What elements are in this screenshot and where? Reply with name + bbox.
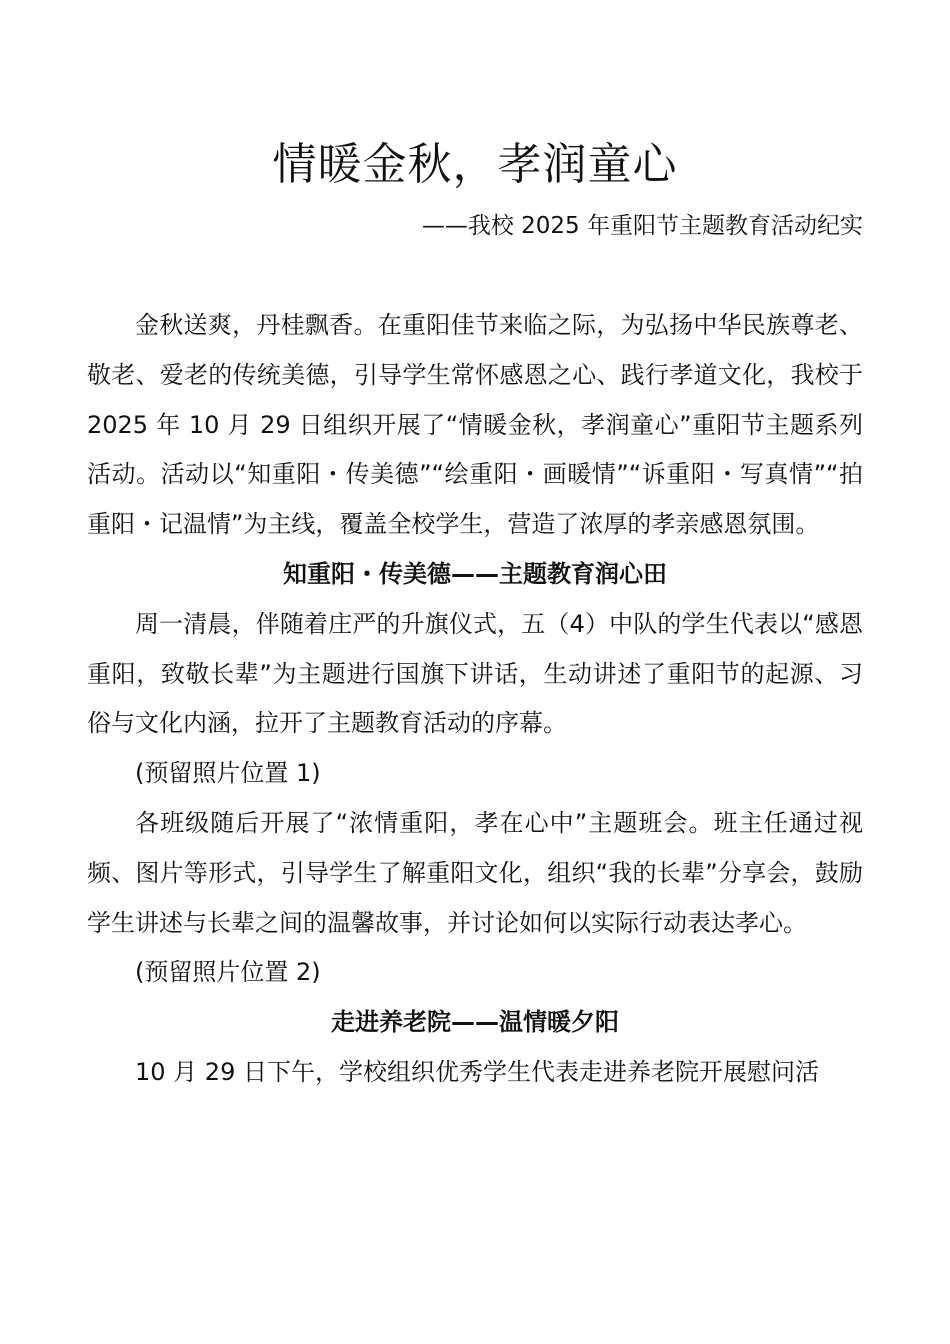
- section-heading-2: 走进养老院——温情暖夕阳: [331, 1008, 619, 1037]
- section1-paragraph-1: 周一清晨，伴随着庄严的升旗仪式，五（4）中队的学生代表以“感恩重阳，致敬长辈”为主题进行国旗下讲话，生动讲述了重阳节的起源、习俗与文化内涵，拉开了主题教育活动的序幕。: [87, 609, 863, 738]
- section2-paragraph-1: 10 月 29 日下午，学校组织优秀学生代表走进养老院开展慰问活: [135, 1057, 819, 1086]
- photo-placeholder-2: (预留照片位置 2): [135, 958, 321, 987]
- document-page: [87, 0, 863, 1344]
- photo-placeholder-1: (预留照片位置 1): [135, 759, 321, 788]
- intro-paragraph: 金秋送爽，丹桂飘香。在重阳佳节来临之际，为弘扬中华民族尊老、敬老、爱老的传统美德，引导学生常怀感恩之心、践行孝道文化，我校于 2025 年 10 月 29 日组织开展了“情暖金秋，孝润童心”重阳节主题系列活动。活动以“知重阳・传美德”“绘重阳・画暖情”“诉重阳・写真情”“拍重阳・记温情”为主线，覆盖全校学生，营造了浓厚的孝亲感恩氛围。: [87, 311, 863, 539]
- document-body: [87, 301, 863, 1098]
- section1-paragraph-2: 各班级随后开展了“浓情重阳，孝在心中”主题班会。班主任通过视频、图片等形式，引导学生了解重阳文化，组织“我的长辈”分享会，鼓励学生讲述与长辈之间的温馨故事，并讨论如何以实际行动表达孝心。: [87, 808, 863, 937]
- section-heading-1: 知重阳・传美德——主题教育润心田: [283, 559, 667, 588]
- document-title: 情暖金秋，孝润童心: [272, 139, 678, 190]
- document-subtitle: ——我校 2025 年重阳节主题教育活动纪实: [421, 213, 863, 239]
